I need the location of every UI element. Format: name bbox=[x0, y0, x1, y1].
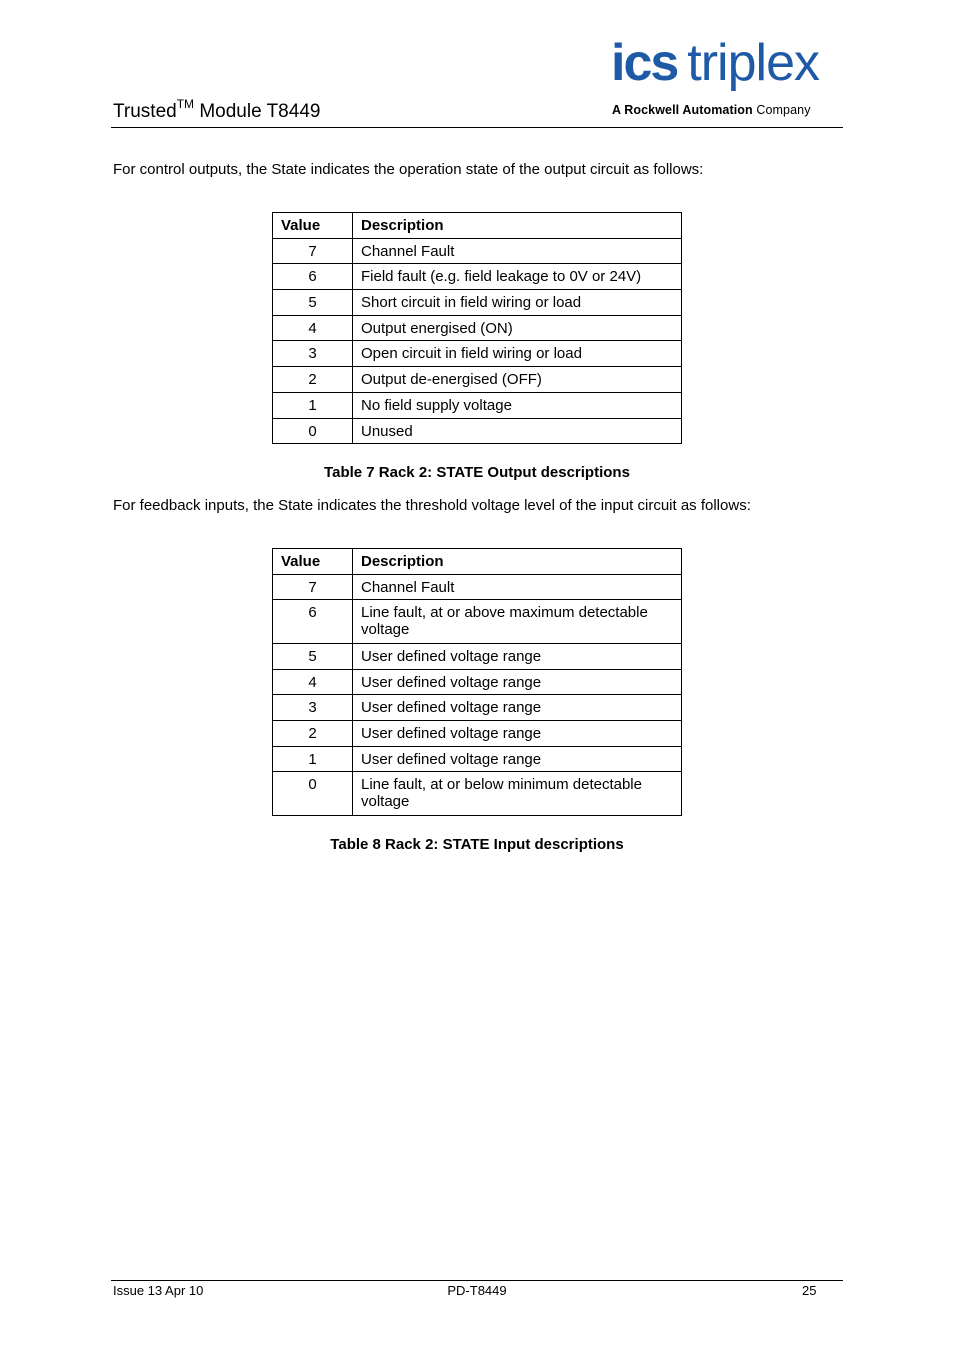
cell-description: User defined voltage range bbox=[353, 695, 682, 721]
table-row bbox=[273, 574, 682, 600]
cell-description: User defined voltage range bbox=[353, 669, 682, 695]
ics-triplex-logo bbox=[611, 34, 843, 120]
table-row bbox=[273, 238, 682, 264]
state-output-table bbox=[272, 212, 682, 444]
logo-wordmark-bold: ics bbox=[611, 34, 678, 92]
cell-value: 2 bbox=[273, 720, 353, 746]
cell-value: 0 bbox=[273, 772, 353, 816]
column-header-description: Description bbox=[353, 549, 682, 575]
logo-tagline-company: Company bbox=[756, 103, 811, 117]
table-row bbox=[273, 290, 682, 316]
table-row bbox=[273, 341, 682, 367]
cell-description: Channel Fault bbox=[353, 238, 682, 264]
cell-description: Unused bbox=[353, 418, 682, 444]
cell-description: User defined voltage range bbox=[353, 746, 682, 772]
cell-description: No field supply voltage bbox=[353, 392, 682, 418]
table-row bbox=[273, 264, 682, 290]
table-row bbox=[273, 720, 682, 746]
cell-value: 7 bbox=[273, 238, 353, 264]
cell-description: Line fault, at or below minimum detectable voltage bbox=[353, 772, 682, 816]
cell-value: 2 bbox=[273, 367, 353, 393]
table-row bbox=[273, 669, 682, 695]
cell-description: Field fault (e.g. field leakage to 0V or 24V) bbox=[353, 264, 682, 290]
state-input-table bbox=[272, 548, 682, 816]
cell-description: Output de-energised (OFF) bbox=[353, 367, 682, 393]
cell-value: 5 bbox=[273, 644, 353, 670]
cell-description: Line fault, at or above maximum detectable voltage bbox=[353, 600, 682, 644]
logo-wordmark bbox=[611, 34, 819, 92]
footer-page-number: 25 bbox=[802, 1283, 817, 1298]
cell-description: Open circuit in field wiring or load bbox=[353, 341, 682, 367]
table-row bbox=[273, 418, 682, 444]
logo-tagline-main: A Rockwell Automation bbox=[612, 103, 753, 117]
logo-tagline bbox=[612, 103, 811, 117]
footer-divider bbox=[111, 1280, 843, 1281]
cell-value: 4 bbox=[273, 315, 353, 341]
table-row bbox=[273, 772, 682, 816]
table-header-row bbox=[273, 549, 682, 575]
column-header-value: Value bbox=[273, 549, 353, 575]
cell-value: 5 bbox=[273, 290, 353, 316]
table-8-caption: Table 8 Rack 2: STATE Input descriptions bbox=[330, 836, 624, 853]
cell-value: 4 bbox=[273, 669, 353, 695]
logo-wordmark-light: triplex bbox=[687, 34, 820, 92]
table-7-caption: Table 7 Rack 2: STATE Output descriptions bbox=[324, 464, 630, 481]
cell-value: 3 bbox=[273, 695, 353, 721]
header-title-suffix: Module T8449 bbox=[194, 101, 321, 122]
cell-description: Output energised (ON) bbox=[353, 315, 682, 341]
footer-issue: Issue 13 Apr 10 bbox=[113, 1283, 204, 1298]
column-header-description: Description bbox=[353, 213, 682, 239]
header-title-prefix: Trusted bbox=[113, 101, 177, 122]
table-row bbox=[273, 367, 682, 393]
page-header-title bbox=[113, 97, 321, 124]
table-row bbox=[273, 746, 682, 772]
table-header-row bbox=[273, 213, 682, 239]
trademark-superscript: TM bbox=[176, 97, 195, 111]
cell-value: 1 bbox=[273, 392, 353, 418]
table-row bbox=[273, 600, 682, 644]
table-row bbox=[273, 392, 682, 418]
cell-value: 6 bbox=[273, 600, 353, 644]
header-divider bbox=[111, 127, 843, 128]
table-row bbox=[273, 695, 682, 721]
cell-value: 1 bbox=[273, 746, 353, 772]
table-row bbox=[273, 644, 682, 670]
cell-value: 0 bbox=[273, 418, 353, 444]
cell-description: Channel Fault bbox=[353, 574, 682, 600]
intro-outputs-paragraph: For control outputs, the State indicates the operation state of the output circuit as follows: bbox=[113, 161, 704, 178]
cell-value: 3 bbox=[273, 341, 353, 367]
cell-description: User defined voltage range bbox=[353, 644, 682, 670]
cell-value: 7 bbox=[273, 574, 353, 600]
column-header-value: Value bbox=[273, 213, 353, 239]
intro-inputs-paragraph: For feedback inputs, the State indicates the threshold voltage level of the input circuit as follows: bbox=[113, 497, 751, 514]
cell-description: Short circuit in field wiring or load bbox=[353, 290, 682, 316]
footer-document-id: PD-T8449 bbox=[447, 1283, 507, 1298]
cell-value: 6 bbox=[273, 264, 353, 290]
table-row bbox=[273, 315, 682, 341]
cell-description: User defined voltage range bbox=[353, 720, 682, 746]
